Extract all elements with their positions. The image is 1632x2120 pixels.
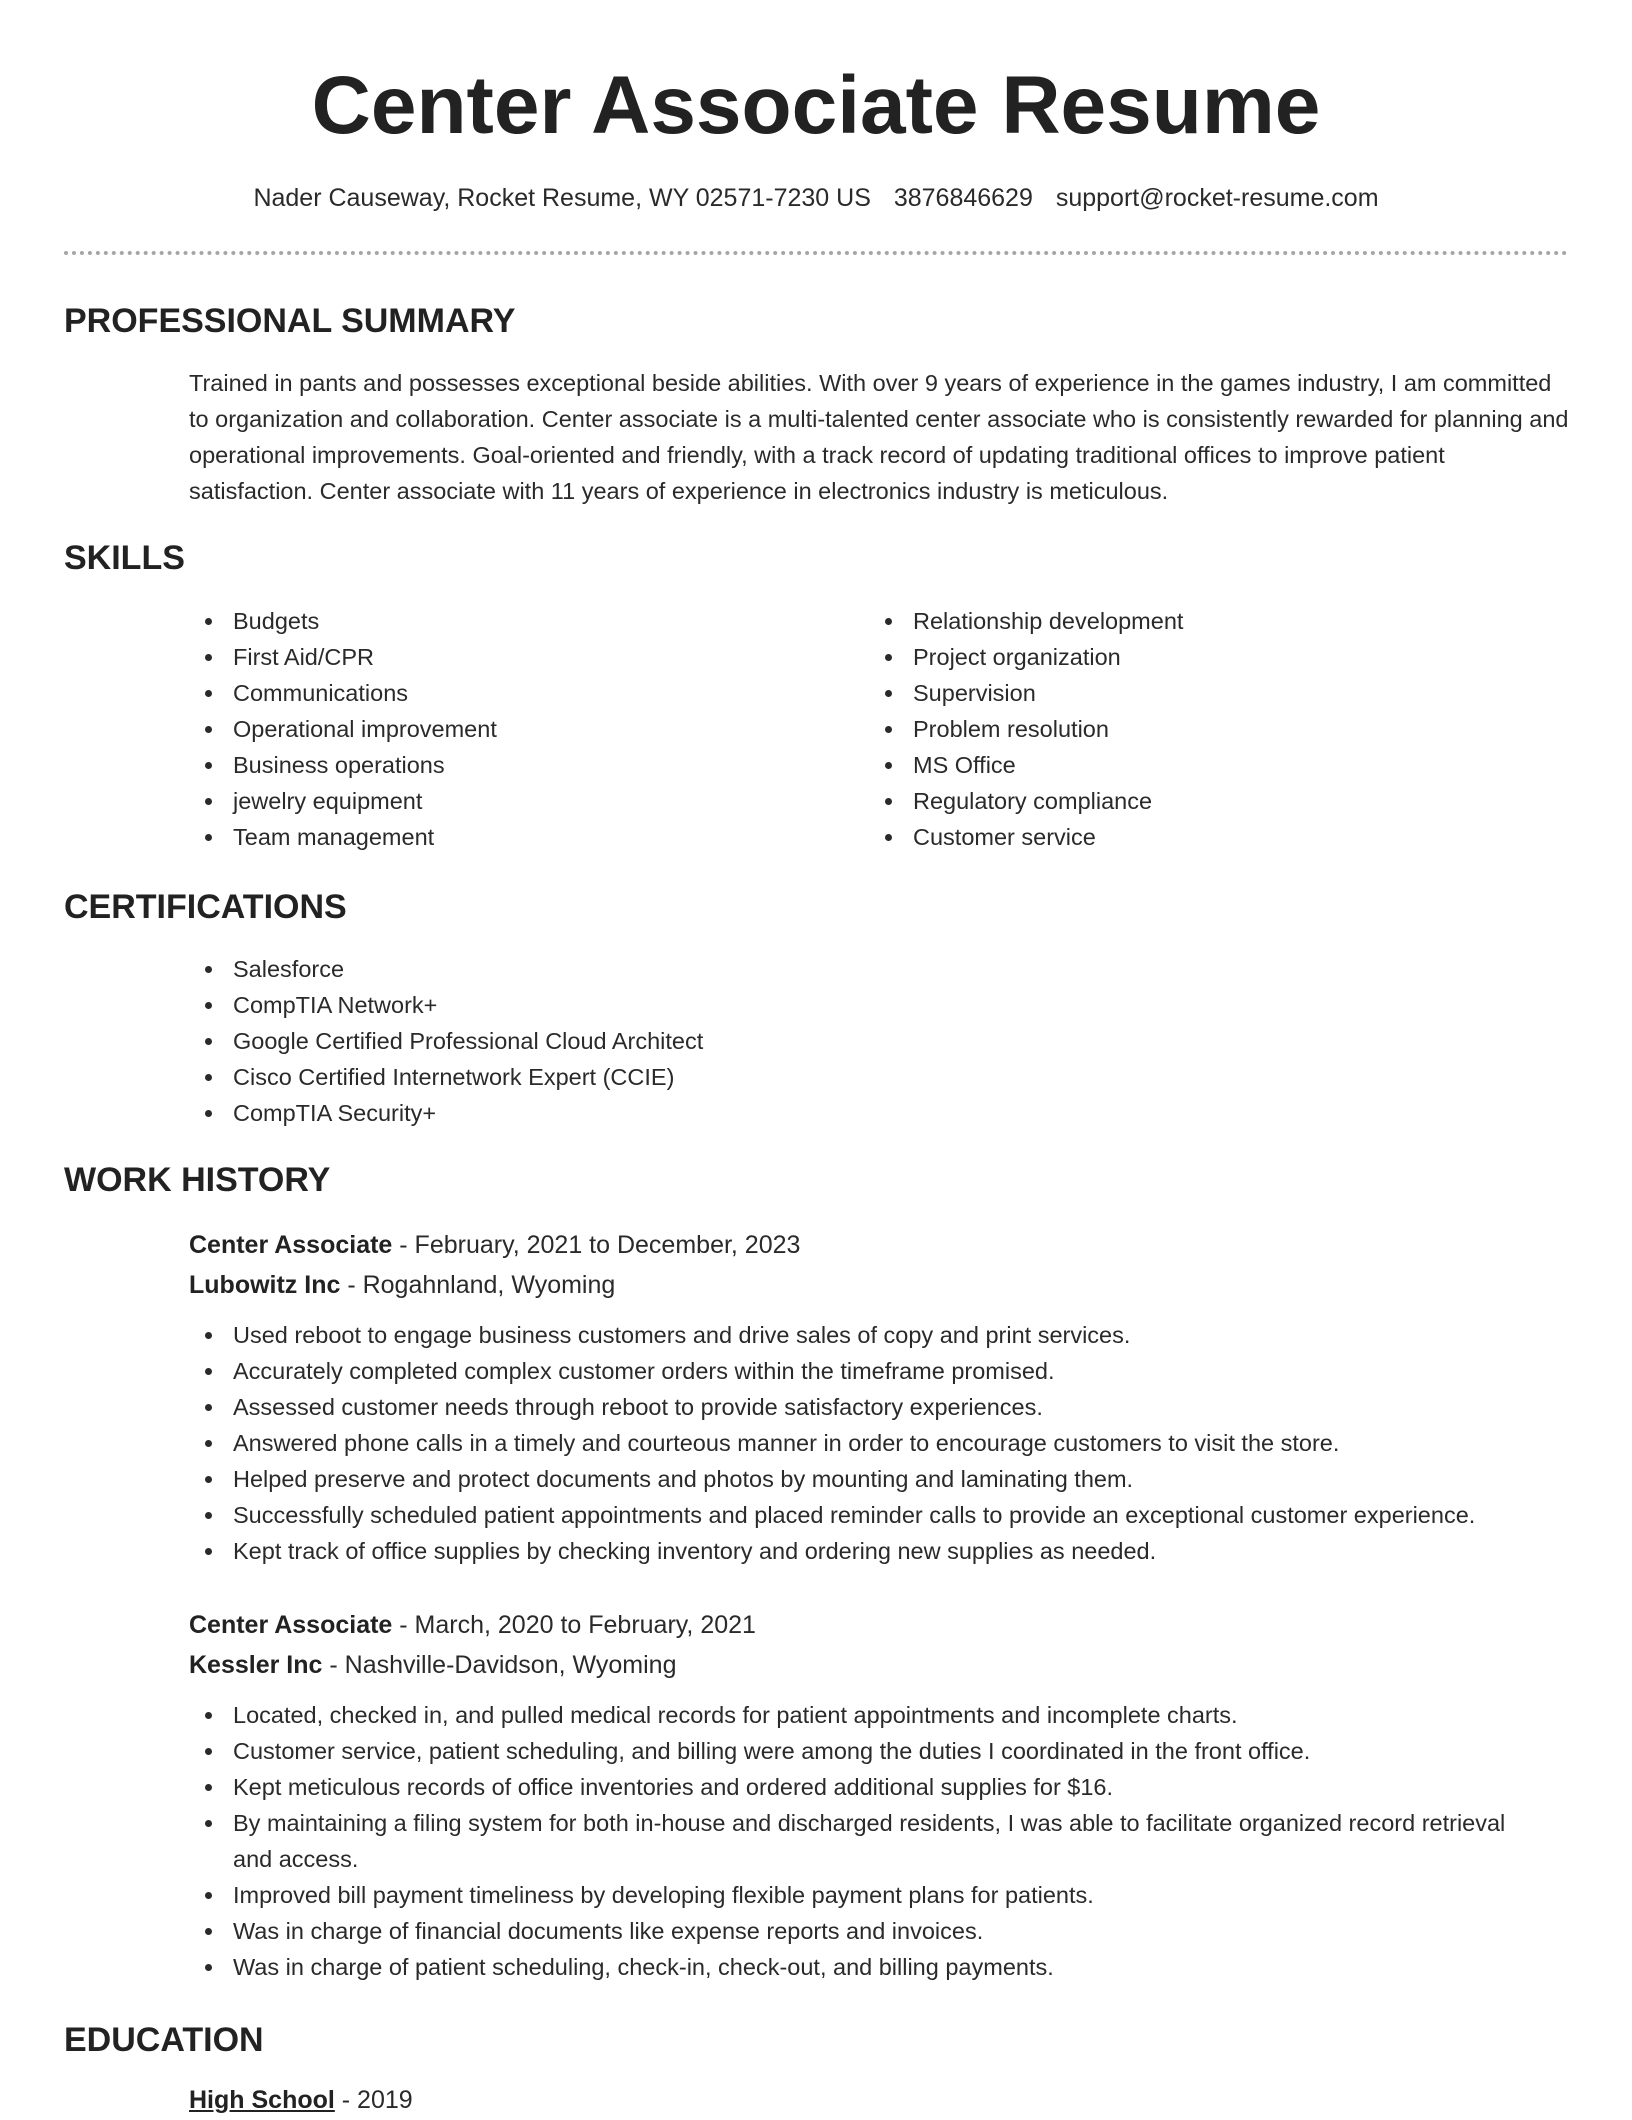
certification-item: CompTIA Security+ [189,1095,1489,1131]
skill-item: Operational improvement [189,711,809,747]
contact-line [0,182,1632,214]
job-title: Center Associate [189,1231,393,1259]
certification-item: Cisco Certified Internetwork Expert (CCIE) [189,1059,1489,1095]
job-duty: Used reboot to engage business customers and drive sales of copy and print services. [189,1317,1589,1353]
skill-item: MS Office [869,747,1489,783]
job-duty: Improved bill payment timeliness by developing flexible payment plans for patients. [189,1877,1589,1913]
contact-email: support@rocket-resume.com [1055,184,1379,212]
job-title: Center Associate [189,1611,393,1639]
education-degree: High School [189,2086,335,2114]
skills-heading: SKILLS [64,539,185,577]
job-dates: - March, 2020 to February, 2021 [392,1611,756,1639]
job-company: Lubowitz Inc [189,1271,341,1299]
education-year: - 2019 [334,2086,413,2114]
skill-item: Supervision [869,675,1489,711]
resume-title: Center Associate Resume [311,60,1321,151]
skill-item: Regulatory compliance [869,783,1489,819]
job-duty: Kept meticulous records of office inventories and ordered additional supplies for $16. [189,1769,1589,1805]
job-location: - Rogahnland, Wyoming [340,1271,616,1299]
job-duty: Customer service, patient scheduling, and billing were among the duties I coordinated in the front office. [189,1733,1589,1769]
job-company: Kessler Inc [189,1651,323,1679]
job-duty: Was in charge of financial documents like expense reports and invoices. [189,1913,1589,1949]
job-duty: Located, checked in, and pulled medical records for patient appointments and incomplete charts. [189,1697,1589,1733]
skill-item: jewelry equipment [189,783,809,819]
job-duty: Accurately completed complex customer orders within the timeframe promised. [189,1353,1589,1389]
job-duty: Answered phone calls in a timely and courteous manner in order to encourage customers to visit the store. [189,1425,1589,1461]
summary-text: Trained in pants and possesses exceptional beside abilities. With over 9 years of experience in the games industry, I am committed to organization and collaboration. Center associate is a multi-talented center associate who is consistently rewarded for planning and operational improvements. Goal-oriented and friendly, with a track record of updating traditional offices to improve patient satisfaction. Center associate with 11 years of experience in electronics industry is meticulous. [189,370,1569,504]
summary-heading: PROFESSIONAL SUMMARY [64,302,516,340]
certifications-list [189,951,1489,1131]
certifications-heading: CERTIFICATIONS [64,888,347,926]
job-entry [189,1605,1569,1985]
job-duty: Assessed customer needs through reboot to provide satisfactory experiences. [189,1389,1589,1425]
skill-item: Team management [189,819,809,855]
skill-item: Relationship development [869,603,1489,639]
skill-item: Business operations [189,747,809,783]
job-title-line [189,1605,1569,1645]
job-company-line [189,1645,1569,1685]
job-company-line [189,1265,1569,1305]
contact-phone: 3876846629 [893,184,1033,212]
skill-item: First Aid/CPR [189,639,809,675]
contact-address: Nader Causeway, Rocket Resume, WY 02571-7230 US [253,184,871,212]
job-duty: Successfully scheduled patient appointments and placed reminder calls to provide an exceptional customer experience. [189,1497,1589,1533]
certification-item: CompTIA Network+ [189,987,1489,1023]
job-duty: Kept track of office supplies by checking inventory and ordering new supplies as needed. [189,1533,1589,1569]
job-duty: By maintaining a filing system for both in-house and discharged residents, I was able to facilitate organized record retrieval and access. [189,1805,1533,1877]
job-duty: Helped preserve and protect documents and photos by mounting and laminating them. [189,1461,1589,1497]
skill-item: Budgets [189,603,809,639]
skill-item: Project organization [869,639,1489,675]
work-history-heading: WORK HISTORY [64,1161,331,1199]
skill-item: Communications [189,675,809,711]
certification-item: Salesforce [189,951,1489,987]
job-entry [189,1225,1569,1569]
certification-item: Google Certified Professional Cloud Architect [189,1023,1489,1059]
education-entry [189,2080,1489,2120]
education-heading: EDUCATION [64,2021,264,2059]
job-duties-list [189,1697,1589,1985]
skill-item: Customer service [869,819,1489,855]
job-duty: Was in charge of patient scheduling, check-in, check-out, and billing payments. [189,1949,1589,1985]
job-title-line [189,1225,1569,1265]
skills-list-right [869,603,1489,855]
header-divider [64,251,1568,255]
skill-item: Problem resolution [869,711,1489,747]
job-dates: - February, 2021 to December, 2023 [392,1231,801,1259]
skills-list-left [189,603,809,855]
job-location: - Nashville-Davidson, Wyoming [322,1651,677,1679]
job-duties-list [189,1317,1589,1569]
